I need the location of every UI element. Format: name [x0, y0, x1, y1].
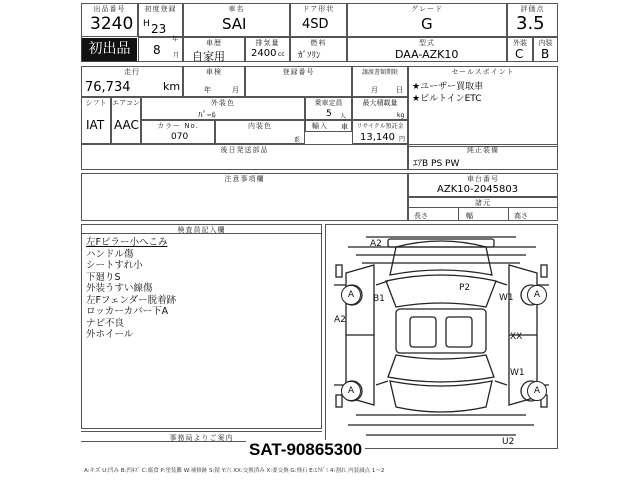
- dims-divider-2: [508, 207, 509, 221]
- import-label: 輸入: [312, 122, 328, 130]
- exterior-grade-label: 外装: [513, 39, 527, 47]
- sales-point-label: セールスポイント: [451, 68, 515, 76]
- interior-color-label: 内装色: [248, 122, 272, 130]
- circle-a-front-right: A: [527, 285, 547, 305]
- recycle: 13,140: [360, 132, 395, 143]
- recycle-unit: 円: [399, 136, 406, 143]
- max-load-unit: kg: [397, 112, 405, 119]
- shift-label: シフト: [85, 99, 107, 107]
- recall-label: 譲渡書類期限: [361, 69, 398, 76]
- shift: IAT: [86, 118, 105, 132]
- first-listing-badge: 初出品: [82, 38, 137, 61]
- notes-label: 注意事項欄: [224, 175, 265, 183]
- mileage-unit: km: [163, 80, 181, 93]
- lot-no-label: 出品番号: [93, 5, 126, 13]
- regno-label: 登録番号: [282, 68, 315, 76]
- dims-divider-1: [458, 207, 459, 221]
- year-suffix: 年: [172, 36, 179, 43]
- usage: 自家用: [192, 50, 225, 63]
- color-no-label: カラー No.: [157, 122, 199, 130]
- vin-label: 車台番号: [467, 175, 499, 183]
- dims-divider-h: [408, 207, 558, 208]
- dims-label: 諸元: [475, 199, 491, 207]
- note-9: 外ホイール: [86, 329, 134, 340]
- doors: 4SD: [302, 17, 329, 32]
- model-label: 型式: [419, 39, 435, 47]
- mark-p2: P2: [459, 283, 471, 293]
- interior-grade-label: 内装: [538, 39, 553, 47]
- mileage-label: 走行: [124, 68, 140, 76]
- displacement: 2400: [251, 48, 277, 59]
- year: 23: [151, 22, 167, 36]
- mark-xx: XX: [510, 332, 523, 342]
- office-label: 事務局よりご案内: [169, 434, 234, 442]
- color-no: 070: [171, 132, 189, 142]
- recall-month: 月: [371, 86, 378, 94]
- note-7: ロッカーカバー下A: [86, 306, 169, 317]
- displacement-unit: cc: [278, 51, 285, 58]
- equipment: ｴｱB PS PW: [413, 159, 460, 169]
- displacement-label: 排気量: [255, 39, 280, 47]
- car-name: SAI: [222, 15, 247, 33]
- car-diagram: [326, 225, 557, 448]
- lot-code: SAT-90865300: [246, 440, 365, 460]
- mark-a2-top: A2: [370, 239, 382, 249]
- lot-no: 3240: [90, 14, 134, 34]
- mark-w1-low: W1: [510, 368, 525, 378]
- model: DAA-AZK10: [395, 48, 459, 61]
- sales-point-1: ★ユーザー買取車: [412, 82, 484, 92]
- office-divider: [81, 431, 322, 432]
- score-label: 評価点: [520, 5, 545, 13]
- month: 8: [153, 43, 161, 57]
- mark-b1: B1: [373, 294, 385, 304]
- capacity-label: 乗車定員: [314, 99, 343, 107]
- circle-a-front-left: A: [341, 285, 361, 305]
- sales-point-2: ★ビルトインETC: [412, 94, 482, 104]
- mark-w1-right: W1: [499, 293, 514, 303]
- inspection-notes-label: 検査員記入欄: [177, 226, 226, 234]
- mark-u2: U2: [502, 437, 515, 447]
- footer-legend: A:キズ U:凹み B:凹ｷｽﾞ C:腐食 P:塗装難 W:補修跡 S:錆 Y:穴 XX:交換済み X:要交換 G:飛石 E:ｴｸﾎﾞﾐ 4:割れ 内装減点 1〜2: [84, 468, 385, 474]
- interior-grade: B: [541, 47, 550, 61]
- note-3: シートすれ小: [86, 260, 143, 271]
- length-label: 長さ: [414, 212, 428, 220]
- inspection-label: 車検: [206, 68, 222, 76]
- ac-label: エアコン: [112, 99, 140, 107]
- note-4: 下廻りS: [86, 271, 121, 283]
- parts-label: 後日発送部品: [220, 146, 269, 154]
- interior-color-unit: 系: [294, 137, 301, 144]
- grade-label: グレード: [411, 5, 443, 13]
- score: 3.5: [516, 13, 545, 34]
- recycle-label: リサイクル預託金: [356, 123, 404, 130]
- month-suffix: 月: [173, 52, 180, 59]
- fuel-label: 燃料: [310, 39, 327, 47]
- mileage: 76,734: [85, 80, 131, 95]
- note-8: ナビ不良: [86, 317, 125, 329]
- first-reg-label: 初度登録: [144, 5, 177, 13]
- import-value: 車: [341, 123, 348, 131]
- color-label: 外装色: [211, 99, 235, 107]
- doors-label: ドア形状: [302, 5, 335, 13]
- mark-a2-left: A2: [334, 315, 346, 325]
- inspection-notes-divider: [81, 233, 322, 234]
- vin: AZK10-2045803: [437, 184, 519, 195]
- fuel: ｶﾞｿﾘﾝ: [298, 51, 321, 61]
- inspection-year: 年: [204, 86, 211, 94]
- capacity-unit: 人: [340, 113, 347, 120]
- ac: AAC: [114, 118, 139, 132]
- note-5: 外装うすい線傷: [86, 283, 153, 294]
- equipment-label: 純正装備: [467, 146, 499, 154]
- exterior-grade: C: [515, 47, 524, 61]
- car-name-label: 車名: [228, 5, 245, 13]
- era: H: [143, 19, 150, 29]
- circle-a-rear-left: A: [341, 381, 361, 401]
- inspection-notes-list: [86, 237, 176, 341]
- note-2: ハンドル傷: [86, 248, 134, 260]
- note-6: 左Fフェンダー脱着跡: [86, 294, 177, 306]
- grade: G: [421, 15, 433, 33]
- width-label: 幅: [466, 212, 473, 220]
- capacity: 5: [326, 109, 332, 119]
- color: ﾊﾟｰﾙ: [198, 111, 217, 121]
- circle-a-rear-right: A: [527, 381, 547, 401]
- note-1: 左Fピラー小へこみ: [86, 237, 168, 248]
- recall-day: 日: [396, 86, 403, 94]
- height-label: 高さ: [514, 212, 528, 220]
- max-load-label: 最大積載量: [362, 99, 398, 107]
- usage-label: 車歴: [206, 39, 222, 47]
- inspection-month: 月: [232, 86, 239, 94]
